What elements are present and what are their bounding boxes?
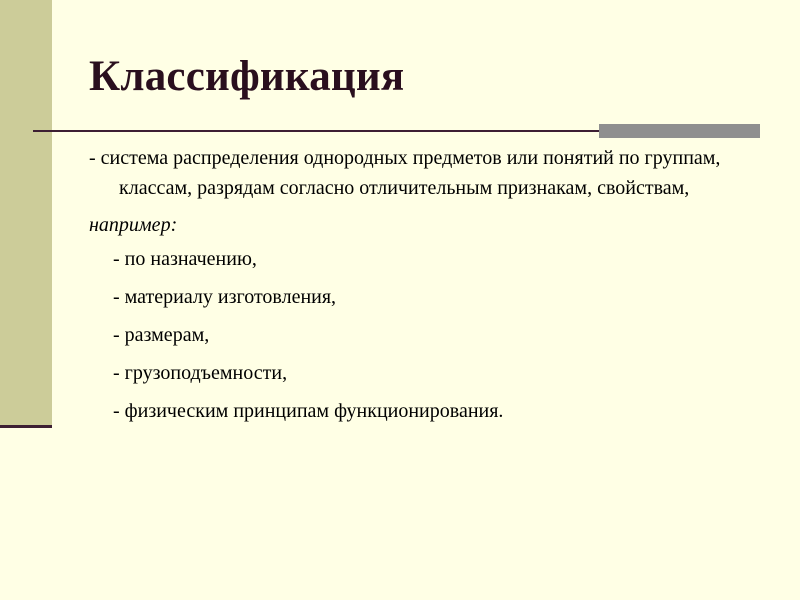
side-accent-bar [0,0,52,426]
examples-list [89,240,769,430]
definition-text: - система распределения однородных предметов или понятий по группам, классам, разрядам согласно отличительным признакам, свойствам, [89,147,721,199]
side-bar-underline [0,425,52,428]
list-item: - физическим принципам функционирования. [113,400,504,422]
slide-title: Классификация [89,53,405,100]
list-item: - грузоподъемности, [113,362,288,384]
example-label: например: [89,214,178,236]
title-divider-line [33,130,599,132]
list-item: - размерам, [113,324,210,346]
list-item: - по назначению, [113,248,257,270]
title-divider-block [599,124,760,138]
slide-body [89,143,769,430]
list-item: - материалу изготовления, [113,286,337,308]
